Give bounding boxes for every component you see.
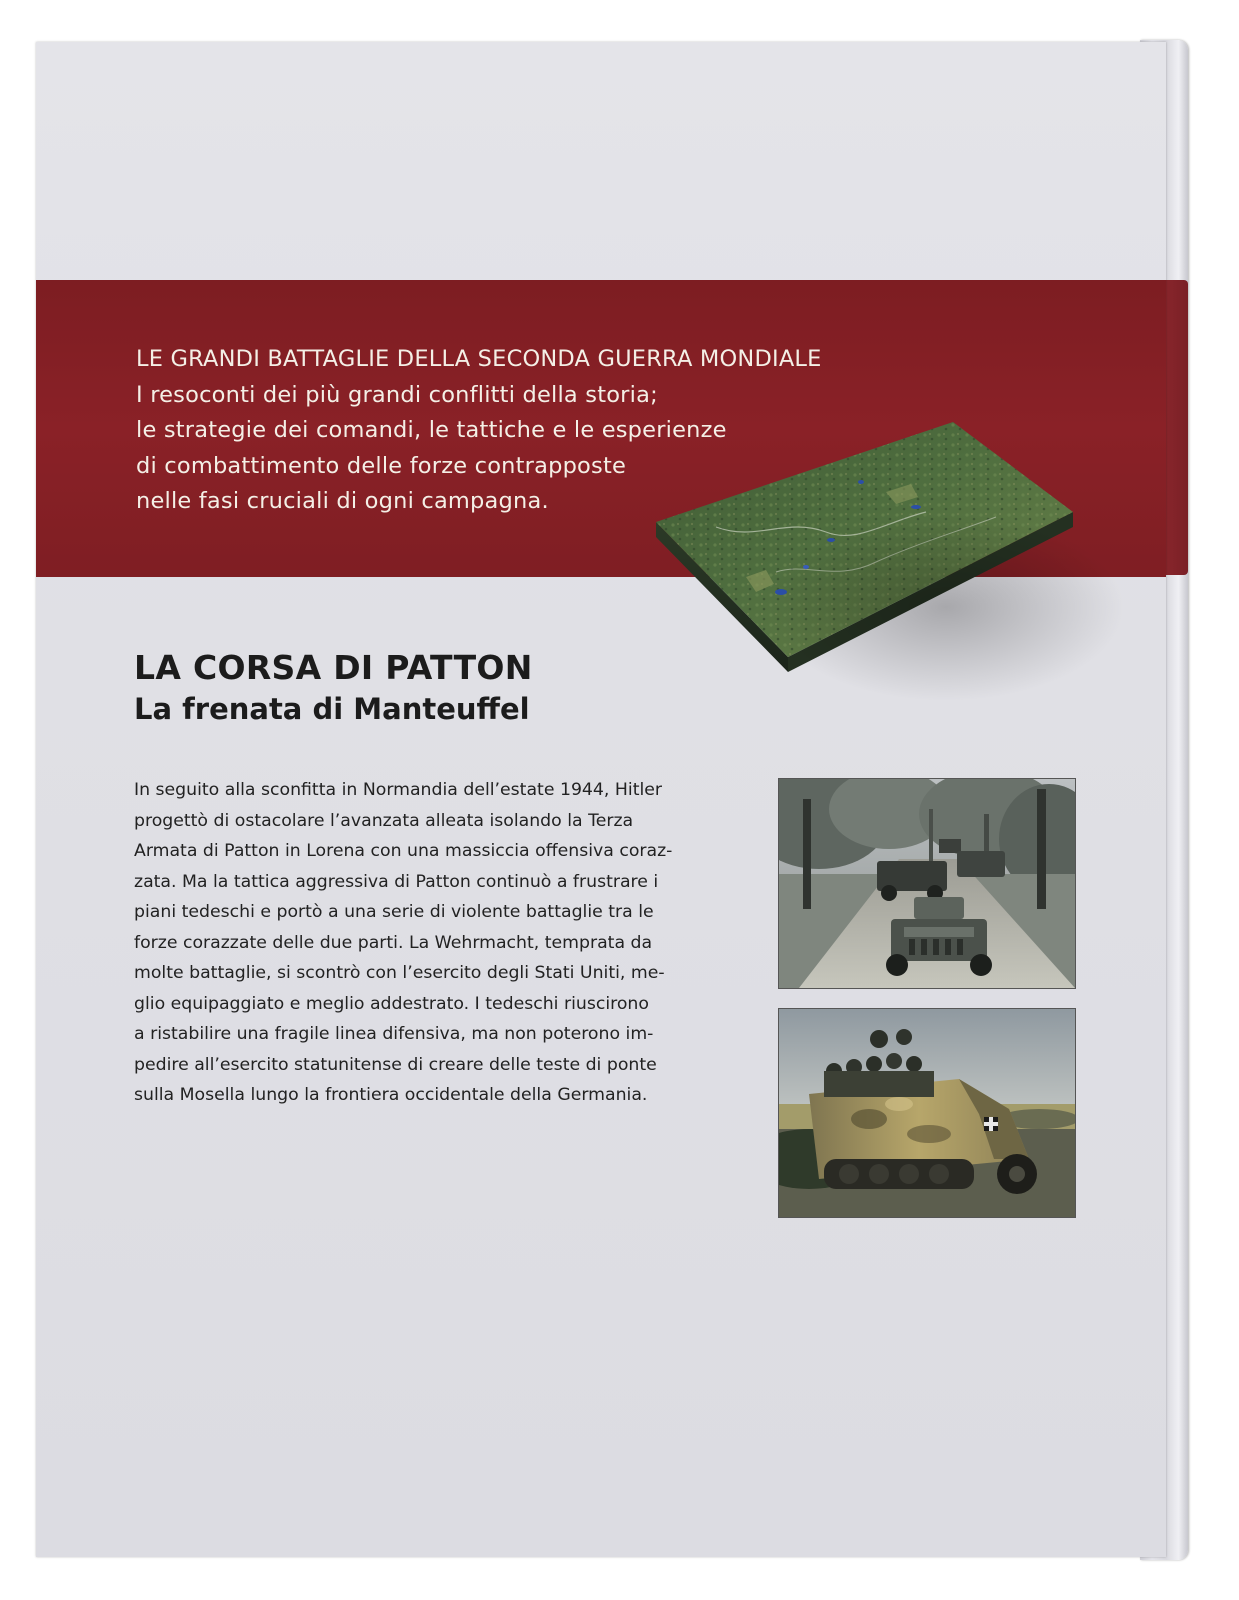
series-line: nelle fasi cruciali di ogni campagna. [136, 488, 549, 514]
book-description [134, 775, 746, 1111]
description-line: a ristabilire una fragile linea difensiva, ma non poterono im- [134, 1024, 654, 1044]
series-line: di combattimento delle forze contrapposte [136, 452, 627, 479]
book-title: LA CORSA DI PATTON [134, 648, 533, 687]
description-line: sulla Mosella lungo la frontiera occidentale della Germania. [134, 1085, 648, 1105]
map-shadow [766, 512, 1126, 702]
series-title: LE GRANDI BATTAGLIE DELLA SECONDA GUERRA MONDIALE [136, 346, 822, 372]
description-line: pedire all’esercito statunitense di creare delle teste di ponte [134, 1054, 657, 1075]
cover-panel [36, 42, 1166, 1557]
book-subtitle: La frenata di Manteuffel [134, 692, 530, 726]
description-line: glio equipaggiato e meglio addestrato. I tedeschi riuscirono [134, 993, 649, 1014]
series-line: I resoconti dei più grandi conflitti della storia; [136, 381, 658, 408]
description-line: Armata di Patton in Lorena con una massiccia offensiva coraz- [134, 841, 673, 861]
description-line: In seguito alla sconfitta in Normandia dell’estate 1944, Hitler [134, 780, 663, 800]
description-line: progettò di ostacolare l’avanzata alleata isolando la Terza [134, 810, 634, 831]
description-line: forze corazzate delle due parti. La Wehrmacht, temprata da [134, 932, 653, 953]
description-line: piani tedeschi e portò a una serie di violente battaglie tra le [134, 902, 654, 922]
series-line: le strategie dei comandi, le tattiche e le esperienze [136, 417, 727, 443]
description-line: molte battaglie, si scontrò con l’esercito degli Stati Uniti, me- [134, 963, 665, 983]
halftrack-photo [778, 1008, 1076, 1218]
jeep-convoy-photo [778, 778, 1076, 989]
terrain-map-icon [656, 422, 1136, 682]
description-line: zata. Ma la tattica aggressiva di Patton continuò a frustrare i [134, 871, 659, 892]
